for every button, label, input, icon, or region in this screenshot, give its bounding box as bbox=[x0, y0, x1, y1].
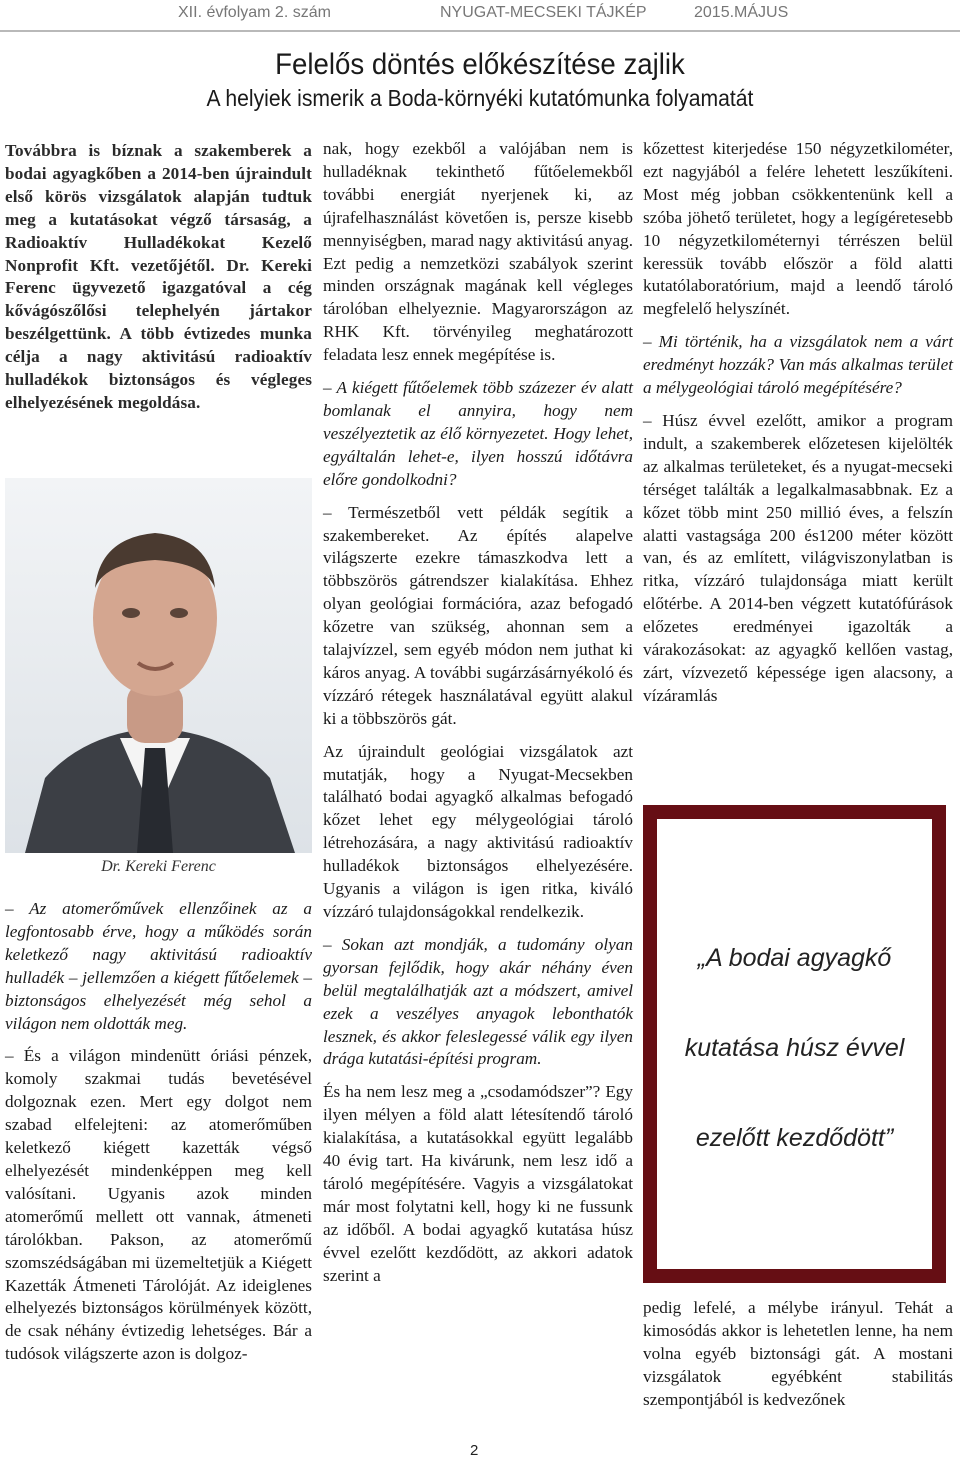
answer-1: – És a világon mindenütt óriási pénzek, komoly szakmai tudás bevetésével dolgoznak ezen. Mert egy dolgot nem szabad elfelejteni: az atomerőműben keletkező kiégett kazetták végső elhelyezését mindenképpen meg kell valósítani. Ugyanis azok minden atomerőmű mellett ott vannak, átmeneti tárolókban. Pakson, az atomerőmű szomszédságában mi üzemeltetjük a Kiégett Kazetták Átmeneti Tárolóját. Az ideiglenes elhelyezés biztonságos körülmények között, de csak néhány évtizedig lehetséges. Bár a tudósok világszerte azon is dolgoz- bbox=[5, 1046, 312, 1364]
article-title: Felelős döntés előkészítése zajlik bbox=[275, 48, 685, 81]
column-3-top bbox=[643, 138, 953, 718]
question-1: – Az atomerőművek ellenzőinek az a legfontosabb érve, hogy a működés során keletkező nagy aktivitású radioaktív hulladék – jellemzően a kiégett fűtőelemek – biztonságos elhelyezését még sehol a világon nem oldották meg. bbox=[5, 899, 312, 1033]
issue-date: 2015.MÁJUS bbox=[694, 4, 789, 21]
column-1-top bbox=[5, 140, 312, 425]
answer-4: – Húsz évvel ezelőtt, amikor a program indult, a szakemberek előzetesen kijelölték az alkalmas területeket, és a nyugat-mecseki térséget találták a legalkalmasabbnak. Ez a kőzet több mint 250 millió éves, a felszín alatti vastagsága 200 és1200 méter között van, és az említett, világviszonylatban is ritka, vízzáró tulajdonsága miatt került előtérbe. A 2014-ben végzett kutatófúrások előzetes eredményei igazolták a várakozásokat: az agyagkő kellően vastag, zárt, vízvezető képessége igen alacsony, a vízáramlás bbox=[643, 410, 953, 705]
column-2 bbox=[323, 138, 633, 1298]
answer-2-continued: Az újraindult geológiai vizsgálatok azt mutatják, hogy a Nyugat-Mecsekben található bodai agyagkő alkalmas befogadó kőzet lehet egy mélygeológiai tároló létrehozására, a nagy aktivitású radioaktív hulladékok biztonságos elhelyezésére. Ugyanis a világon is igen ritka, kiváló vízzáró tulajdonságokkal rendelkezik. bbox=[323, 741, 633, 921]
photo-caption: Dr. Kereki Ferenc bbox=[101, 858, 216, 875]
pull-quote-line-2: kutatása húsz évvel bbox=[684, 1034, 905, 1062]
article-subtitle: A helyiek ismerik a Boda-környéki kutatómunka folyamatát bbox=[206, 85, 754, 111]
pull-quote-line-1: „A bodai agyagkő bbox=[697, 944, 892, 972]
page-number: 2 bbox=[470, 1442, 479, 1459]
column-1-bottom bbox=[5, 898, 312, 1376]
portrait-image bbox=[5, 478, 312, 853]
answer-4-continued: pedig lefelé, a mélybe irányul. Tehát a kimosódás akkor is lehetetlen lenne, ha nem volna egyéb biztonsági gát. A mostani vizsgálatok egyébként stabilitás szempontjából is kedvezőnek bbox=[643, 1298, 953, 1409]
portrait-photo bbox=[5, 478, 312, 853]
issue-volume: XII. évfolyam 2. szám bbox=[178, 4, 331, 21]
pull-quote-line-3: ezelőtt kezdődött” bbox=[695, 1124, 894, 1152]
column-3-bottom bbox=[643, 1297, 953, 1422]
answer-3-continued: kőzettest kiterjedése 150 négyzetkilométer, ezt nagyjából a felére lehetett leszűkíteni. Most még jobban csökkentenünk kell a szóba jöhető területet, hogy a legígéretesebb 10 négyzetkilométernyi térrészen belül keressük tovább először a föld alatti kutatólaboratórium, majd a leendő tároló megfelelő helyszínét. bbox=[643, 139, 953, 319]
pull-quote-box bbox=[643, 805, 946, 1283]
question-3: – Sokan azt mondják, a tudomány olyan gyorsan fejlődik, hogy akár néhány éven belül megtalálhatják azt a módszert, amivel ezek a veszélyes anyagok lebonthatók lesznek, és akkor feleslegessé válik egy ilyen drága kutatási-építési program. bbox=[323, 934, 633, 1069]
publication-name: NYUGAT-MECSEKI TÁJKÉP bbox=[440, 4, 647, 21]
question-4: – Mi történik, ha a vizsgálatok nem a várt eredményt hozzák? Van más alkalmas terület a mélygeológiai tároló megépítésére? bbox=[643, 332, 953, 398]
article-lead: Továbbra is bíznak a szakemberek a bodai agyagkőben a 2014-ben újraindult első körös vizsgálatok alapján tudtuk meg a kutatásokat végző társaság, a Radioaktív Hulladékokat Kezelő Nonprofit Kft. vezetőjétől. Dr. Kereki Ferenc ügyvezető igazgatóval a cég kővágószőlősi telephelyén jártakor beszélgettünk. A több évtizedes munka célja a nagy aktivitású radioaktív hulladékok biztonságos és végleges elhelyezésének megoldása. bbox=[5, 141, 312, 412]
page-header bbox=[0, 0, 960, 32]
answer-2: – Természetből vett példák segítik a szakembereket. Az építés alapelve világszerte ezekre támaszkodva lett a többszörös gátrendszer kialakítása. Ehhez olyan geológiai formációra, azaz befogadó kőzetre van szükség, ahonnan sem a talajvízzel, sem egyéb módon nem juthat ki káros anyag. A további sugárzásárnyékoló és vízzáró rétegek használatával együtt alakul ki a többszörös gát. bbox=[323, 502, 633, 728]
question-2: – A kiégett fűtőelemek több százezer év alatt bomlanak el annyira, hogy nem veszélyeztetik az élő környezetet. Hogy lehet, egyáltalán lehet-e, ilyen hosszú időtávra előre gondolkodni? bbox=[323, 378, 633, 489]
answer-1-continued: nak, hogy ezekből a valójában nem is hulladéknak tekinthető fűtőelemekből további energiát nyerjenek ki, az újrafelhasználást követően is, persze kisebb mennyiségben, marad nagy aktivitású anyag. Ezt pedig a nemzetközi szabályok szerint minden országnak magának kell végleges tárolóban elhelyeznie. Magyarországon az RHK Kft. törvényileg meghatározott feladata lesz ennek megépítése is. bbox=[323, 139, 633, 365]
answer-3: És ha nem lesz meg a „csodamódszer”? Egy ilyen mélyen a föld alatt létesítendő tároló kialakítása, a kutatásokkal együtt legalább 40 évig tart. Ha kivárunk, nem lesz idő a tároló megépítésére. Vagyis a vizsgálatokat már most folytatni kell, hogy ki ne fussunk az időből. A bodai agyagkő kutatása húsz évvel ezelőtt kezdődött, az akkori adatok szerint a bbox=[323, 1082, 633, 1285]
